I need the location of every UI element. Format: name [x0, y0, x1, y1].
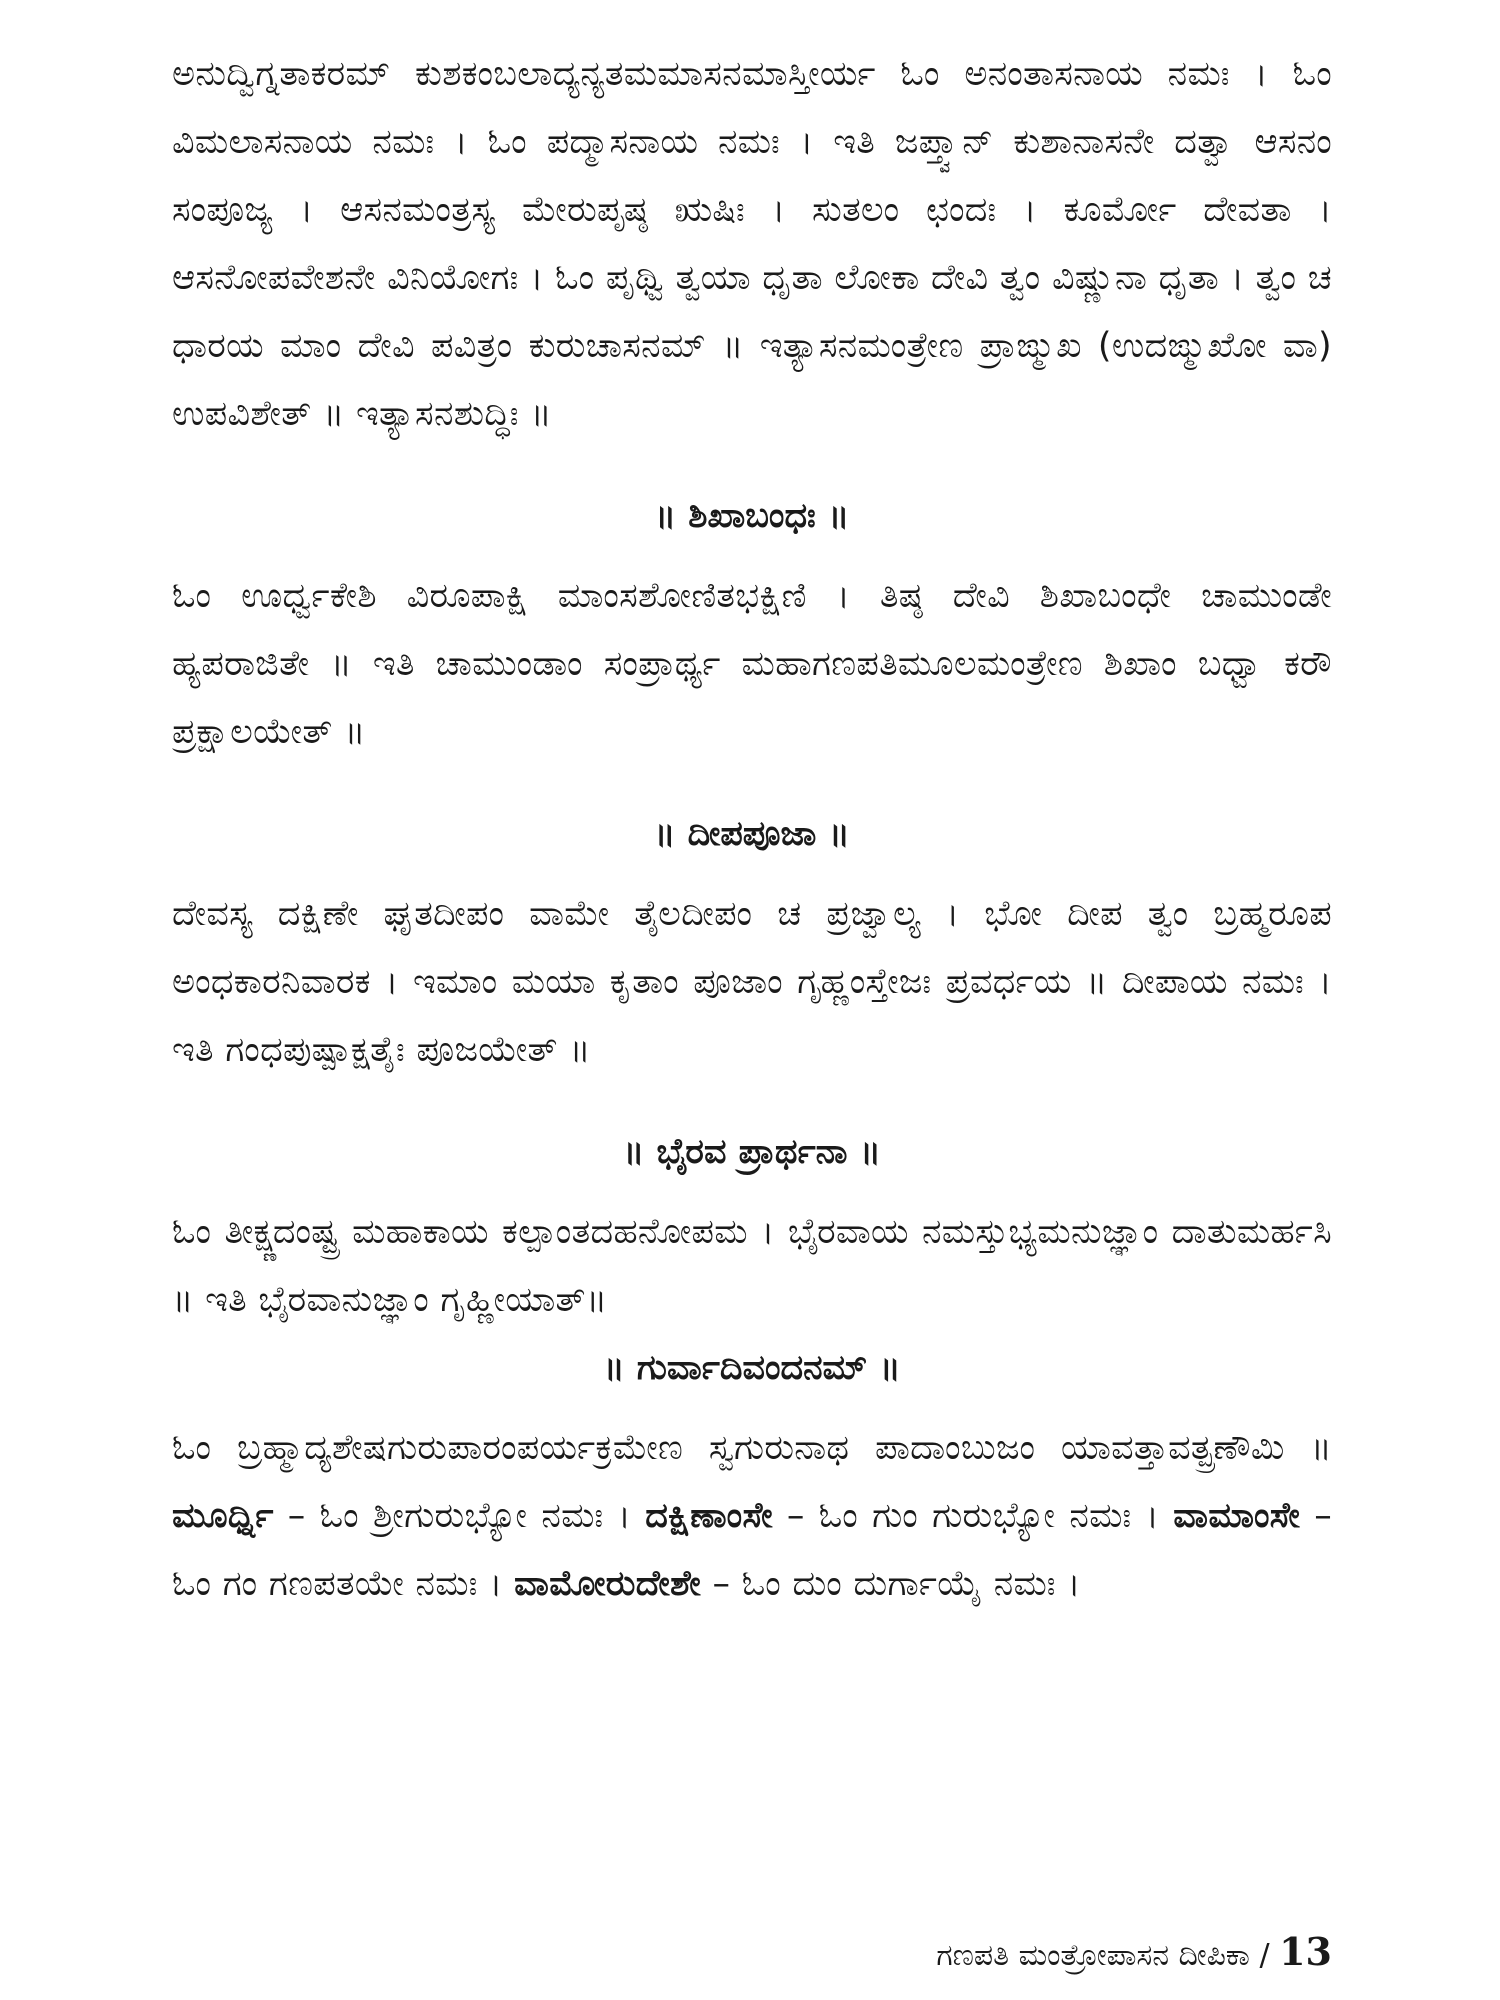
- text-run: – ಓಂ ದುಂ ದುರ್ಗಾಯೈ ನಮಃ ।: [701, 1564, 1081, 1604]
- page-number: 13: [1279, 1929, 1332, 1974]
- shikhabandha-paragraph: ಓಂ ಊರ್ಧ್ವಕೇಶಿ ವಿರೂಪಾಕ್ಷಿ ಮಾಂಸಶೋಣಿತಭಕ್ಷಿಣಿ । ತಿಷ್ಠ ದೇವಿ ಶಿಖಾಬಂಧೇ ಚಾಮುಂಡೇ ಹ್ಯಪರಾಜಿತೇ ॥ ಇತಿ ಚಾಮುಂಡಾಂ ಸಂಪ್ರಾರ್ಥ್ಯ ಮಹಾಗಣಪತಿಮೂಲಮಂತ್ರೇಣ ಶಿಖಾಂ ಬಧ್ವಾ ಕರೌ ಪ್ರಕ್ಷಾಲಯೇತ್ ॥: [172, 576, 1332, 752]
- bold-term-dakshinamse: ದಕ್ಷಿಣಾಂಸೇ: [645, 1496, 773, 1536]
- section-heading-bhairava-prarthana: ॥ ಭೈರವ ಪ್ರಾರ್ಥನಾ ॥: [622, 1132, 882, 1172]
- asana-shuddhi-paragraph: ಅನುದ್ವಿಗ್ನತಾಕರಮ್ ಕುಶಕಂಬಲಾದ್ಯನ್ಯತಮಮಾಸನಮಾಸ್ತೀರ್ಯ ಓಂ ಅನಂತಾಸನಾಯ ನಮಃ । ಓಂ ವಿಮಲಾಸನಾಯ ನಮಃ । ಓಂ ಪದ್ಮಾಸನಾಯ ನಮಃ । ಇತಿ ಜಪ್ತ್ವಾನ್ ಕುಶಾನಾಸನೇ ದತ್ವಾ ಆಸನಂ ಸಂಪೂಜ್ಯ । ಆಸನಮಂತ್ರಸ್ಯ ಮೇರುಪೃಷ್ಠ ಋಷಿಃ । ಸುತಲಂ ಛಂದಃ । ಕೂರ್ಮೋ ದೇವತಾ । ಆಸನೋಪವೇಶನೇ ವಿನಿಯೋಗಃ । ಓಂ ಪೃಥ್ವಿ ತ್ವಯಾ ಧೃತಾ ಲೋಕಾ ದೇವಿ ತ್ವಂ ವಿಷ್ಣುನಾ ಧೃತಾ । ತ್ವಂ ಚ ಧಾರಯ ಮಾಂ ದೇವಿ ಪವಿತ್ರಂ ಕುರುಚಾಸನಮ್ ॥ ಇತ್ಯಾಸನಮಂತ್ರೇಣ ಪ್ರಾಙ್ಮುಖ (ಉದಙ್ಮುಖೋ ವಾ) ಉಪವಿಶೇತ್ ॥ ಇತ್ಯಾಸನಶುದ್ಧಿಃ ॥: [172, 54, 1332, 434]
- page-body: [172, 40, 1332, 1618]
- page-footer: [936, 1929, 1332, 1976]
- bold-term-vamorudeshe: ವಾಮೋರುದೇಶೇ: [514, 1564, 702, 1604]
- section-heading-shikhabandha: ॥ ಶಿಖಾಬಂಧಃ ॥: [654, 496, 850, 536]
- text-run: – ಓಂ ಶ್ರೀಗುರುಭ್ಯೋ ನಮಃ ।: [273, 1496, 646, 1536]
- bold-term-murdhni: ಮೂರ್ಧ್ನಿ: [172, 1496, 274, 1536]
- text-run: – ಓಂ ಗುಂ ಗುರುಭ್ಯೋ ನಮಃ ।: [772, 1496, 1174, 1536]
- footer-separator: /: [1259, 1938, 1270, 1973]
- text-run: – ಓಂ ಗಂ ಗಣಪತಯೇ ನಮಃ ।: [172, 1496, 1333, 1604]
- section-heading-deepapuja: ॥ ದೀಪಪೂಜಾ ॥: [654, 814, 850, 854]
- gurvadi-vandanam-paragraph: [172, 1414, 1332, 1618]
- text-run: ಓಂ ಬ್ರಹ್ಮಾದ್ಯಶೇಷಗುರುಪಾರಂಪರ್ಯಕ್ರಮೇಣ ಸ್ವಗುರುನಾಥ ಪಾದಾಂಬುಜಂ ಯಾವತ್ತಾವತ್ಪ್ರಣೌಮಿ ॥: [172, 1428, 1332, 1468]
- section-heading-gurvadi-vandanam: ॥ ಗುರ್ವಾದಿವಂದನಮ್ ॥: [603, 1348, 901, 1388]
- bhairava-prarthana-paragraph: ಓಂ ತೀಕ್ಷ್ಣದಂಷ್ಟ್ರ ಮಹಾಕಾಯ ಕಲ್ಪಾಂತದಹನೋಪಮ । ಭೈರವಾಯ ನಮಸ್ತುಭ್ಯಮನುಜ್ಞಾಂ ದಾತುಮರ್ಹಸಿ ॥ ಇತಿ ಭೈರವಾನುಜ್ಞಾಂ ಗೃಹ್ಣೀಯಾತ್॥: [172, 1212, 1332, 1320]
- bold-term-vamamse: ವಾಮಾಂಸೇ: [1173, 1496, 1301, 1536]
- deepapuja-paragraph: ದೇವಸ್ಯ ದಕ್ಷಿಣೇ ಘೃತದೀಪಂ ವಾಮೇ ತೈಲದೀಪಂ ಚ ಪ್ರಜ್ವಾಲ್ಯ । ಭೋ ದೀಪ ತ್ವಂ ಬ್ರಹ್ಮರೂಪ ಅಂಧಕಾರನಿವಾರಕ । ಇಮಾಂ ಮಯಾ ಕೃತಾಂ ಪೂಜಾಂ ಗೃಹ್ಣಂಸ್ತೇಜಃ ಪ್ರವರ್ಧಯ ॥ ದೀಪಾಯ ನಮಃ । ಇತಿ ಗಂಧಪುಷ್ಪಾಕ್ಷತೈಃ ಪೂಜಯೇತ್ ॥: [172, 894, 1332, 1070]
- book-title: ಗಣಪತಿ ಮಂತ್ರೋಪಾಸನ ದೀಪಿಕಾ: [936, 1938, 1250, 1973]
